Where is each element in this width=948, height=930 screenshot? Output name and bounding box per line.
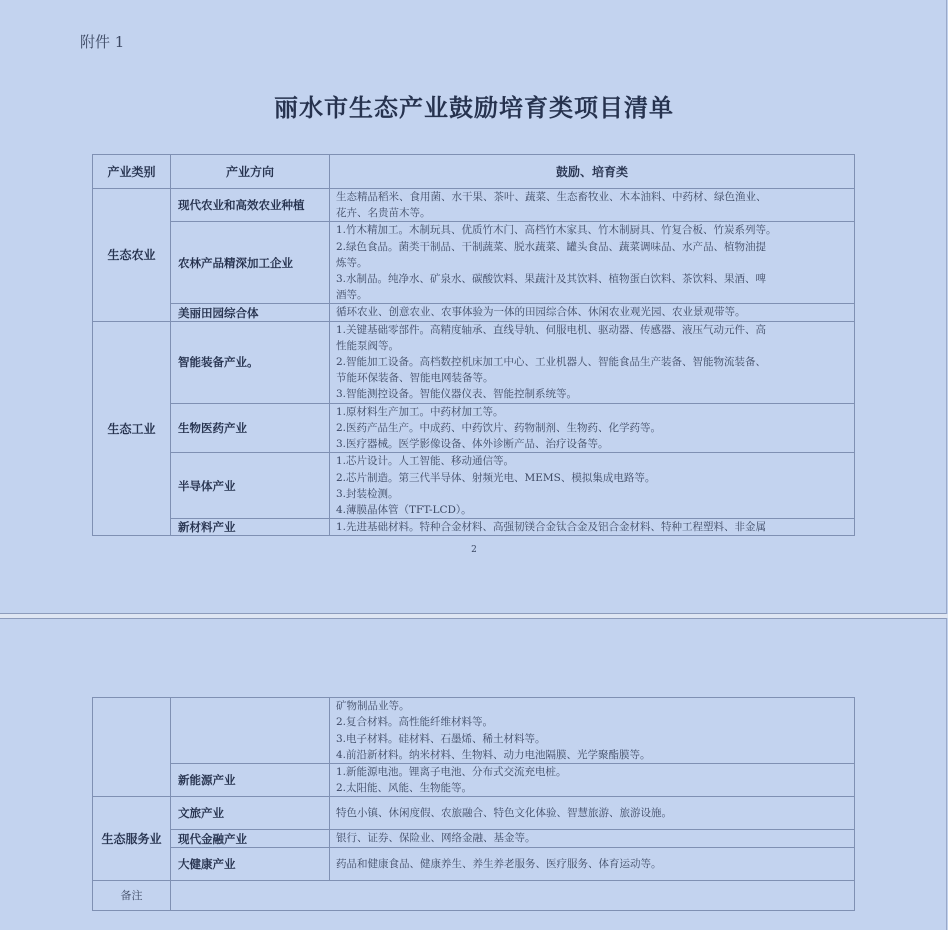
content-line: 3.医疗器械。医学影像设备、体外诊断产品、治疗设备等。 [336,438,609,451]
header-category: 产业类别 [93,155,171,189]
content-cell [330,453,855,519]
content-cell [330,797,855,830]
content-line: 药品和健康食品、健康养生、养生养老服务、医疗服务、体育运动等。 [336,857,662,870]
category-eco-industry-continued [93,698,171,797]
content-line: 4.前沿新材料。纳米材料、生物料、动力电池隔膜、光学聚酯膜等。 [336,748,651,761]
content-line: 1.新能源电池。锂离子电池、分布式交流充电桩。 [336,766,567,778]
table-row [93,519,855,536]
content-line: 2.芯片制造。第三代半导体、射频光电、MEMS、模拟集成电路等。 [336,471,656,484]
table-row [93,189,855,222]
content-cell [330,847,855,880]
annex-label: 附件 1 [80,33,125,51]
table-header-row [93,155,855,189]
content-line: 2.复合材料。高性能纤维材料等。 [336,716,494,729]
project-table-part-1 [92,154,855,536]
direction-cell: 现代农业和高效农业种植 [171,189,330,222]
content-line: 生态精品稻米、食用菌、水干果、茶叶、蔬菜、生态畜牧业、木本油料、中药材、绿色渔业、 [336,191,767,203]
content-line: 循环农业、创意农业、农事体验为一体的田园综合体、休闲农业观光园、农业景观带等。 [336,306,746,319]
content-line: 2.医药产品生产。中成药、中药饮片、药物制剂、生物药、化学药等。 [336,421,662,434]
content-cell [330,222,855,304]
content-cell [330,304,855,321]
content-cell [330,321,855,403]
table-row [93,304,855,321]
direction-cell: 农林产品精深加工企业 [171,222,330,304]
table-row [93,847,855,880]
content-cell [330,519,855,536]
header-direction: 产业方向 [171,155,330,189]
content-line: 1.竹木精加工。木制玩具、优质竹木门、高档竹木家具、竹木制厨具、竹复合板、竹炭系列等。 [336,224,777,237]
category-eco-service: 生态服务业 [93,797,171,880]
direction-cell: 文旅产业 [171,797,330,830]
document-title: 丽水市生态产业鼓励培育类项目清单 [274,93,674,122]
table-row [93,698,855,764]
header-content: 鼓励、培育类 [330,155,855,189]
content-line: 炼等。 [336,256,368,269]
direction-cell: 现代金融产业 [171,830,330,847]
direction-cell: 生物医药产业 [171,403,330,453]
content-line: 性能泵阀等。 [336,339,399,352]
direction-cell-empty [171,698,330,764]
content-cell [330,764,855,797]
content-line: 花卉、名贵苗木等。 [336,207,431,220]
table-row [93,403,855,453]
content-line: 1.原材料生产加工。中药材加工等。 [336,405,504,418]
table-row [93,321,855,403]
direction-cell: 新能源产业 [171,764,330,797]
content-line: 特色小镇、休闲度假、农旅融合、特色文化体验、智慧旅游、旅游设施。 [336,807,672,820]
content-line: 3.电子材料。硅材料、石墨烯、稀土材料等。 [336,732,546,745]
content-line: 酒等。 [336,289,368,302]
direction-cell: 美丽田园综合体 [171,304,330,321]
table-row [93,797,855,830]
remark-label: 备注 [93,880,171,910]
content-line: 3.智能测控设备。智能仪器仪表、智能控制系统等。 [336,388,578,401]
content-line: 1.先进基础材料。特种合金材料、高强韧镁合金钛合金及铝合金材料、特种工程塑料、非金属 [336,521,767,534]
category-eco-industry: 生态工业 [93,321,171,536]
remark-content [171,880,855,910]
content-line: 4.薄膜晶体管（TFT-LCD）。 [336,503,472,516]
table-row [93,830,855,847]
page-number: 2 [471,545,477,555]
content-cell [330,189,855,222]
direction-cell: 智能装备产业。 [171,321,330,403]
table-row [93,764,855,797]
table-row [93,222,855,304]
project-table-part-2 [92,697,855,911]
content-line: 3.水制品。纯净水、矿泉水、碳酸饮料、果蔬汁及其饮料、植物蛋白饮料、茶饮料、果酒、啤 [336,273,767,286]
category-eco-agriculture: 生态农业 [93,189,171,322]
direction-cell: 新材料产业 [171,519,330,536]
direction-cell: 大健康产业 [171,847,330,880]
remark-row [93,880,855,910]
direction-cell: 半导体产业 [171,453,330,519]
content-line: 2.太阳能、风能、生物能等。 [336,782,473,795]
content-line: 1.关键基础零部件。高精度轴承、直线导轨、伺服电机、驱动器、传感器、液压气动元件、高 [336,323,767,336]
content-cell [330,830,855,847]
content-line: 1.芯片设计。人工智能、移动通信等。 [336,455,515,468]
content-line: 矿物制品业等。 [336,700,410,713]
content-cell [330,403,855,453]
content-line: 银行、证券、保险业、网络金融、基金等。 [336,832,536,845]
table-row [93,453,855,519]
content-line: 2.绿色食品。菌类干制品、干制蔬菜、脱水蔬菜、罐头食品、蔬菜调味品、水产品、植物油提 [336,240,767,253]
content-line: 3.封装检测。 [336,487,399,500]
content-line: 2.智能加工设备。高档数控机床加工中心、工业机器人、智能食品生产装备、智能物流装备、 [336,356,767,369]
content-line: 节能环保装备、智能电网装备等。 [336,372,494,385]
content-cell [330,698,855,764]
